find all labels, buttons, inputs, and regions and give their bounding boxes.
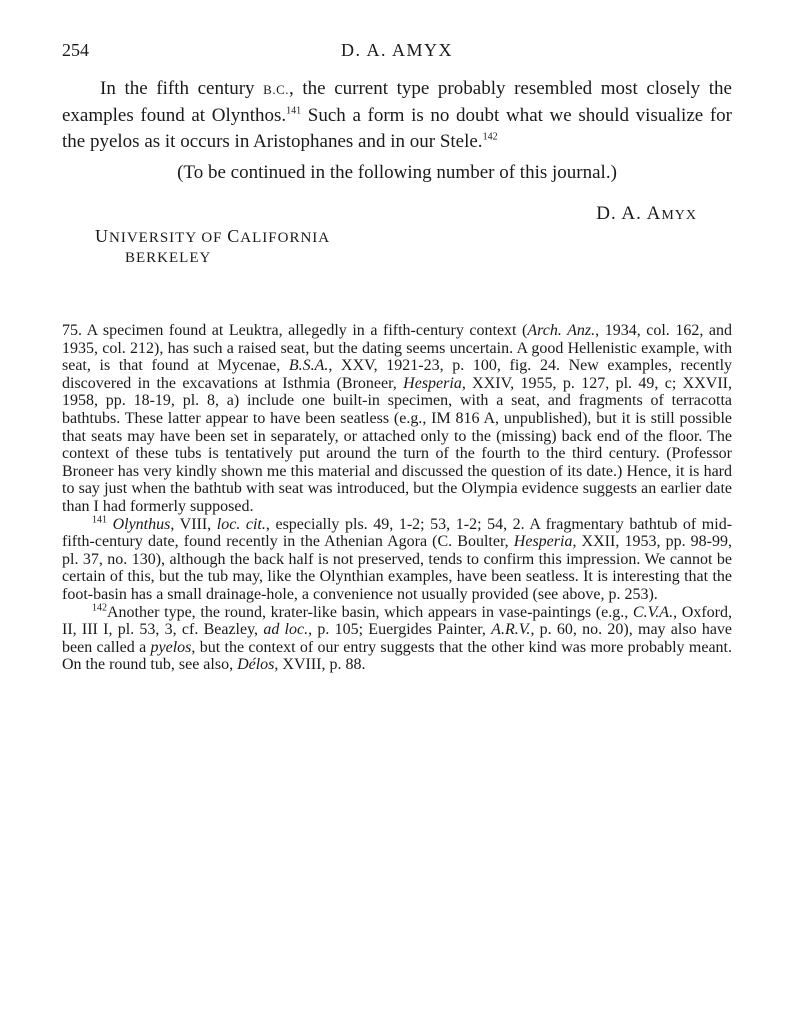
footnote-75: 75. A specimen found at Leuktra, allegedly in a fifth-century context (Arch. Anz., 1934, col. 162, and 1935, col. 212), has such a raised seat, but the dating seems uncertain. A good Hellenistic example, with seat, is that found at Mycenae, B.S.A., XXV, 1921-23, p. 100, fig. 24. New examples, recently discovered in the excavations at Isthmia (Broneer, Hesperia, XXIV, 1955, p. 127, pl. 49, c; XXVII, 1958, pp. 18-19, pl. 8, a) include one built-in specimen, with a seat, and fragments of terracotta bathtubs. These latter appear to have been seatless (e.g., IM 816 A, unpublished), but it is still possible that seats may have been set in separately, or attached only to the (missing) back end of the floor. The context of these tubs is tentatively put around the turn of the fourth to the third century. (Professor Broneer has very kindly shown me this material and discussed the question of its date.) Hence, it is hard to say just when the bathtub with seat was introduced, but the Olympia evidence suggests an earlier date than I had formerly supposed. — [62, 322, 733, 515]
footnote-141: $^{141}$ Olynthus, VIII, loc. cit., especially pls. 49, 1-2; 53, 1-2; 54, 2. A fragmentary bathtub of mid-fifth-century date, found recently in the Athenian Agora (C. Boulter, Hesperia, XXII, 1953, pp. 98-99, pl. 37, no. 130), although the back half is not preserved, tends to confirm this impression. We cannot be certain of this, but the tub may, like the Olynthian examples, have been seatless. It is interesting that the foot-basin has a small drainage-hole, a convenience not usually provided (see above, p. 253). — [62, 514, 733, 603]
footnote-ref-141[interactable]: 141 — [286, 105, 302, 117]
affiliation-city: BERKELEY — [125, 250, 212, 266]
footnote-142: $^{142}$Another type, the round, krater-like basin, which appears in vase-paintings (e.g., C.V.A., Oxford, II, III I, pl. 53, 3, cf. Beazley, ad loc., p. 105; Euergides Painter, A.R.V., p. 60, no. 20), may also have been called a pyelos, but the context of our entry suggests that the other kind was more probably meant. On the round tub, see also, Délos, XVIII, p. 88. — [62, 602, 733, 674]
continued-note: (To be continued in the following number of this journal.) — [177, 162, 617, 183]
footnotes — [62, 322, 732, 674]
footnote-ref-142[interactable]: 142 — [482, 131, 498, 143]
author-affiliation — [95, 226, 330, 268]
page-number: 254 — [62, 40, 89, 60]
running-head: D. A. AMYX — [340, 40, 453, 60]
author-signature: D. A. AMYX — [596, 203, 697, 224]
page-header — [62, 40, 732, 68]
body-paragraph: In the fifth century B.C., the current type probably resembled most closely the examples found at Olynthos.$^{141}$ Such a form is no doubt what we should visualize for the pyelos as it occurs in Aristophanes and in our Stele.$^{142}$ — [62, 78, 733, 152]
body-text — [62, 76, 732, 155]
affiliation-university: UNIVERSITY OF CALIFORNIA — [95, 226, 331, 246]
